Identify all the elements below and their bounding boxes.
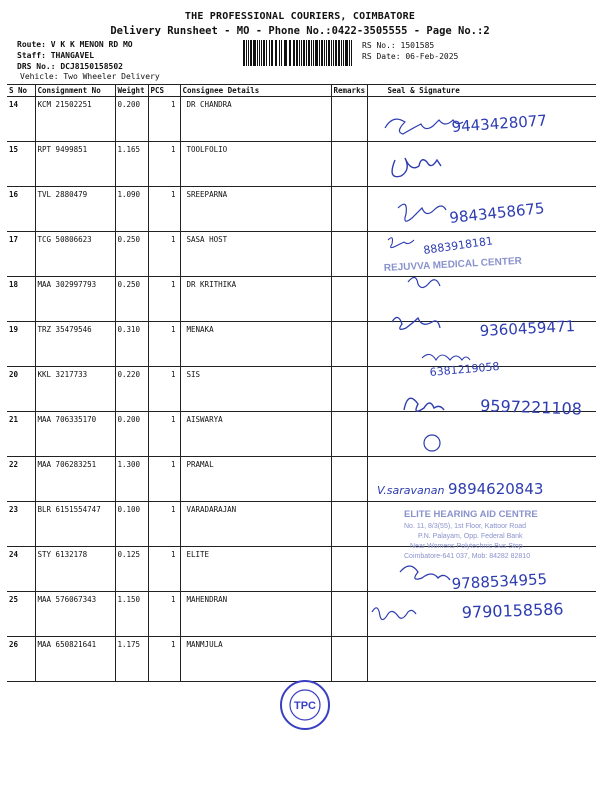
row-signature — [367, 277, 596, 322]
row-sno: 26 — [7, 637, 35, 682]
handwritten-phone-17: 8883918181 — [422, 234, 494, 257]
row-consignee: AISWARYA — [180, 412, 331, 457]
barcode-bar — [271, 40, 274, 66]
row-sno: 16 — [7, 187, 35, 232]
row-weight: 0.220 — [115, 367, 148, 412]
col-pcs: PCS — [148, 85, 180, 97]
col-weight: Weight — [115, 85, 148, 97]
barcode-bar — [261, 40, 262, 66]
company-seal — [281, 681, 329, 729]
rs-date: RS Date: 06-Feb-2025 — [362, 52, 459, 61]
company-seal-text: TPC — [294, 700, 316, 712]
row-consignee: TOOLFOLIO — [180, 142, 331, 187]
barcode-bar — [290, 40, 291, 66]
row-pcs: 1 — [148, 547, 180, 592]
barcode-bar — [343, 40, 344, 66]
handwritten-phone-19: 9360459471 — [479, 317, 576, 340]
table-row — [7, 502, 596, 547]
row-weight: 1.150 — [115, 592, 148, 637]
handwritten-phone-23: 9894620843 — [448, 480, 544, 498]
table-row — [7, 547, 596, 592]
barcode-bar — [321, 40, 323, 66]
row-pcs: 1 — [148, 367, 180, 412]
table-row — [7, 187, 596, 232]
row-sno: 21 — [7, 412, 35, 457]
row-pcs: 1 — [148, 232, 180, 277]
rs-number: RS No.: 1501585 — [362, 41, 435, 50]
barcode-bar — [351, 40, 352, 66]
row-remarks — [331, 277, 367, 322]
barcode-bar — [293, 40, 296, 66]
row-signature — [367, 367, 596, 412]
row-signature — [367, 187, 596, 232]
row-consignee: SIS — [180, 367, 331, 412]
row-pcs: 1 — [148, 502, 180, 547]
handwritten-phone-16: 9843458675 — [448, 199, 546, 227]
delivery-table — [7, 84, 596, 682]
row-sno: 15 — [7, 142, 35, 187]
row-remarks — [331, 97, 367, 142]
row-consignment: RPT 9499851 — [35, 142, 115, 187]
row-consignee: ELITE — [180, 547, 331, 592]
barcode-bar — [285, 40, 287, 66]
row-weight: 0.250 — [115, 277, 148, 322]
table-row — [7, 367, 596, 412]
barcode-bar — [338, 40, 340, 66]
row-signature — [367, 457, 596, 502]
col-sno: S No — [7, 85, 35, 97]
row-consignee: MANMJULA — [180, 637, 331, 682]
row-consignment: TRZ 35479546 — [35, 322, 115, 367]
barcode-bar — [243, 40, 245, 66]
table-row — [7, 97, 596, 142]
row-consignment: MAA 650821641 — [35, 637, 115, 682]
table-row — [7, 637, 596, 682]
barcode-bar — [263, 40, 265, 66]
rejuvva-stamp: REJUVVA MEDICAL CENTER — [383, 255, 523, 274]
row-remarks — [331, 547, 367, 592]
row-remarks — [331, 637, 367, 682]
row-signature — [367, 232, 596, 277]
table-row — [7, 412, 596, 457]
row-sno: 25 — [7, 592, 35, 637]
row-weight: 0.250 — [115, 232, 148, 277]
elite-stamp-line2: P.N. Palayam, Opp. Federal Bank — [418, 533, 523, 540]
row-consignment: TVL 2880479 — [35, 187, 115, 232]
row-sno: 18 — [7, 277, 35, 322]
barcode-bar — [246, 40, 247, 66]
table-row — [7, 142, 596, 187]
barcode-bar — [289, 40, 290, 66]
handwritten-phone-26: 9790158586 — [461, 599, 564, 622]
table-header-row — [7, 85, 596, 97]
row-remarks — [331, 142, 367, 187]
row-sno: 17 — [7, 232, 35, 277]
row-remarks — [331, 592, 367, 637]
elite-stamp-name: ELITE HEARING AID CENTRE — [404, 509, 538, 520]
col-consignment: Consignment No — [35, 85, 115, 97]
row-weight: 1.175 — [115, 637, 148, 682]
elite-stamp-line3: Near Womens Polytechnic Bus Stop — [410, 543, 523, 550]
row-weight: 0.200 — [115, 97, 148, 142]
row-remarks — [331, 322, 367, 367]
barcode-bar — [269, 40, 270, 66]
runsheet-title: THE PROFESSIONAL COURIERS, COIMBATORE — [184, 11, 416, 22]
handwritten-phone-14: 9443428077 — [451, 111, 548, 136]
row-remarks — [331, 367, 367, 412]
barcode-bar — [306, 40, 307, 66]
barcode-bar — [345, 40, 348, 66]
barcode-bar — [275, 40, 276, 66]
row-weight: 1.300 — [115, 457, 148, 502]
row-consignment: TCG 50806623 — [35, 232, 115, 277]
barcode-bar — [313, 40, 314, 66]
row-sno: 20 — [7, 367, 35, 412]
barcode-bar — [341, 40, 342, 66]
row-consignee: VARADARAJAN — [180, 502, 331, 547]
table-row — [7, 592, 596, 637]
row-weight: 0.200 — [115, 412, 148, 457]
barcode-bar — [303, 40, 305, 66]
barcode-bar — [248, 40, 249, 66]
route-label: Route: V K K MENON RD MO — [17, 40, 133, 49]
row-consignment: KCM 21502251 — [35, 97, 115, 142]
handwritten-phone-21: 9597221108 — [479, 396, 583, 419]
vehicle-label: Vehicle: Two Wheeler Delivery — [20, 72, 160, 81]
barcode-bar — [328, 40, 330, 66]
row-weight: 1.165 — [115, 142, 148, 187]
row-sno: 23 — [7, 502, 35, 547]
staff-label: Staff: THANGAVEL — [17, 51, 95, 60]
barcode-bar — [324, 40, 325, 66]
row-consignee: DR CHANDRA — [180, 97, 331, 142]
row-consignment: MAA 576067343 — [35, 592, 115, 637]
row-remarks — [331, 232, 367, 277]
row-pcs: 1 — [148, 142, 180, 187]
row-signature — [367, 547, 596, 592]
row-sno: 24 — [7, 547, 35, 592]
table-row — [7, 277, 596, 322]
row-signature — [367, 142, 596, 187]
barcode-bar — [315, 40, 318, 66]
row-signature — [367, 412, 596, 457]
barcode-bar — [319, 40, 320, 66]
barcode-bar — [326, 40, 327, 66]
table-row — [7, 232, 596, 277]
table-row — [7, 322, 596, 367]
barcode-bar — [301, 40, 302, 66]
row-consignment: MAA 302997793 — [35, 277, 115, 322]
elite-stamp-line4: Coimbatore-641 037, Mob: 84282 82810 — [404, 553, 531, 560]
col-remarks: Remarks — [331, 85, 367, 97]
row-consignment: MAA 706335170 — [35, 412, 115, 457]
barcode-bar — [308, 40, 310, 66]
row-consignment: KKL 3217733 — [35, 367, 115, 412]
row-pcs: 1 — [148, 637, 180, 682]
barcode-bar — [333, 40, 334, 66]
row-signature — [367, 322, 596, 367]
barcode-bar — [276, 40, 277, 66]
barcode-bar — [284, 40, 285, 66]
barcode-bar — [281, 40, 282, 66]
barcode-bar — [253, 40, 256, 66]
row-pcs: 1 — [148, 457, 180, 502]
barcode-bar — [257, 40, 258, 66]
row-signature — [367, 592, 596, 637]
barcode — [243, 40, 353, 66]
barcode-bar — [296, 40, 298, 66]
row-consignee: DR KRITHIKA — [180, 277, 331, 322]
barcode-bar — [349, 40, 350, 66]
drs-number: DRS No.: DCJ8150158502 — [17, 62, 123, 71]
runsheet-subtitle: Delivery Runsheet - MO - Phone No.:0422-3505555 - Page No.:2 — [110, 25, 490, 37]
row-consignee: SREEPARNA — [180, 187, 331, 232]
barcode-bar — [266, 40, 268, 66]
handwritten-phone-25: 9788534955 — [451, 570, 548, 593]
barcode-bar — [250, 40, 252, 66]
row-consignee: SASA HOST — [180, 232, 331, 277]
barcode-bar — [279, 40, 281, 66]
row-pcs: 1 — [148, 97, 180, 142]
row-sno: 14 — [7, 97, 35, 142]
elite-stamp-line1: No. 11, 8/3(55), 1st Floor, Kattoor Road — [404, 523, 527, 530]
barcode-bar — [299, 40, 300, 66]
row-signature — [367, 637, 596, 682]
row-remarks — [331, 187, 367, 232]
row-weight: 0.310 — [115, 322, 148, 367]
row-consignee: MENAKA — [180, 322, 331, 367]
handwritten-name-23: V.saravanan — [377, 484, 445, 497]
row-signature — [367, 97, 596, 142]
row-consignee: PRAMAL — [180, 457, 331, 502]
row-weight: 0.125 — [115, 547, 148, 592]
row-consignment: MAA 706283251 — [35, 457, 115, 502]
row-signature — [367, 502, 596, 547]
barcode-bar — [331, 40, 332, 66]
row-weight: 1.090 — [115, 187, 148, 232]
row-pcs: 1 — [148, 322, 180, 367]
row-sno: 19 — [7, 322, 35, 367]
row-pcs: 1 — [148, 277, 180, 322]
row-pcs: 1 — [148, 412, 180, 457]
col-signature: Seal & Signature — [367, 85, 596, 97]
row-sno: 22 — [7, 457, 35, 502]
handwritten-phone-20: 6381219058 — [429, 359, 500, 379]
row-consignment: STY 6132178 — [35, 547, 115, 592]
row-remarks — [331, 457, 367, 502]
row-consignment: BLR 6151554747 — [35, 502, 115, 547]
row-remarks — [331, 502, 367, 547]
barcode-bar — [259, 40, 260, 66]
row-consignee: MAHENDRAN — [180, 592, 331, 637]
barcode-bar — [335, 40, 337, 66]
row-weight: 0.100 — [115, 502, 148, 547]
barcode-bar — [311, 40, 312, 66]
col-consignee: Consignee Details — [180, 85, 331, 97]
row-pcs: 1 — [148, 592, 180, 637]
row-pcs: 1 — [148, 187, 180, 232]
table-row — [7, 457, 596, 502]
row-remarks — [331, 412, 367, 457]
